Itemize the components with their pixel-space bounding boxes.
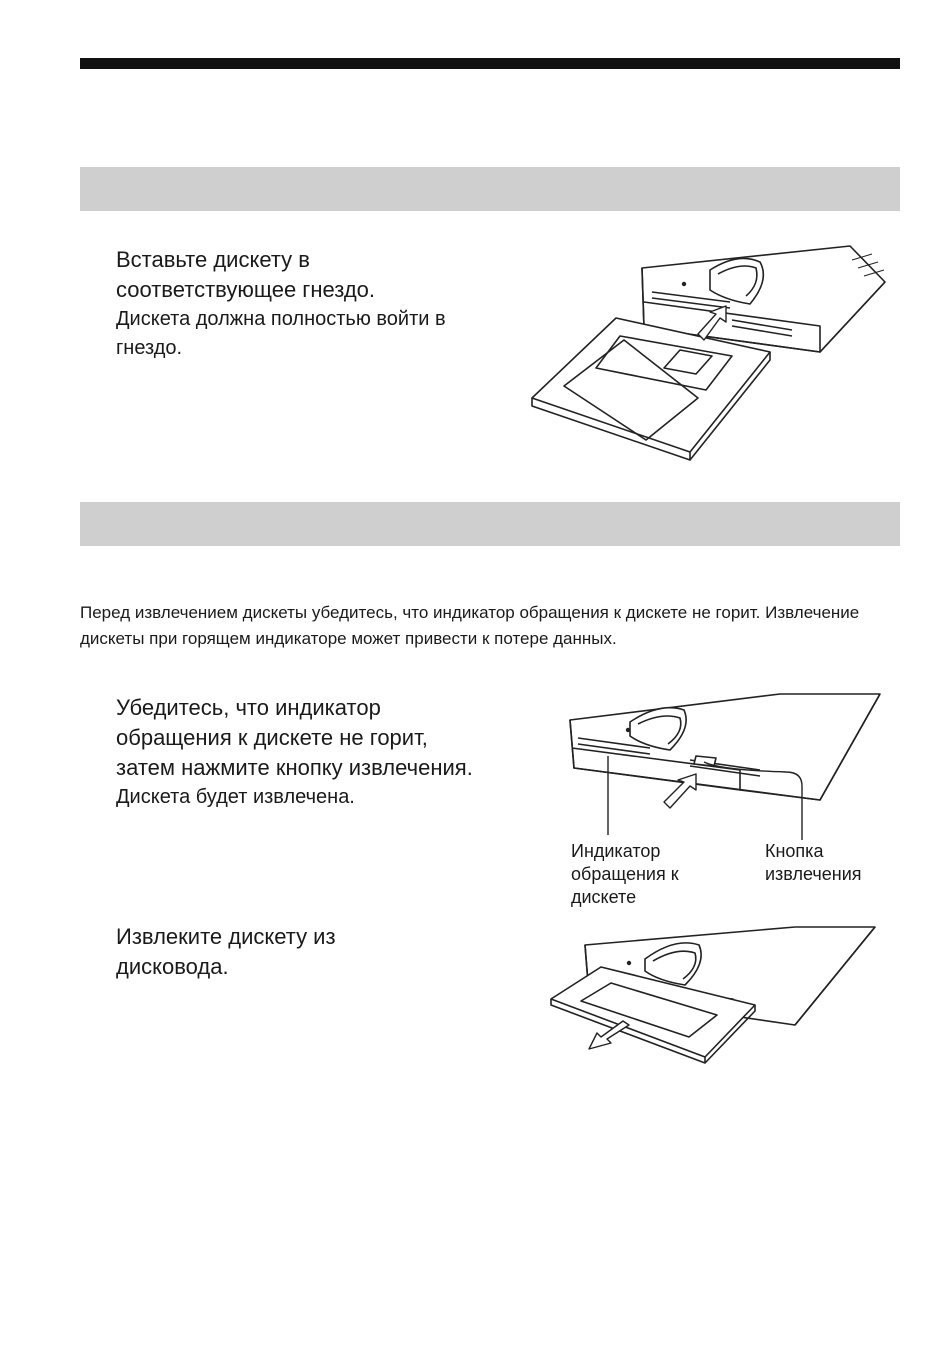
step-remove-text xyxy=(116,922,416,982)
insert-diskette-illustration xyxy=(520,240,900,460)
step-insert-main: Вставьте дискету в соответствующее гнездо. xyxy=(116,247,376,302)
callout-indicator: Индикатор обращения к дискете xyxy=(571,841,679,907)
step-remove-main: Извлеките дискету из дисковода. xyxy=(116,924,336,979)
step-check-sub: Дискета будет извлечена. xyxy=(116,786,355,808)
eject-button-illustration xyxy=(560,690,890,850)
warning-note: Перед извлечением дискеты убедитесь, что индикатор обращения к дискете не горит. Извлечение дискеты при горящем индикаторе может привести к потере данных. xyxy=(80,603,860,648)
top-rule xyxy=(80,58,900,69)
callout-eject-button: Кнопка извлечения xyxy=(765,841,862,884)
section-header-insert xyxy=(80,167,900,211)
step-insert-text xyxy=(116,245,446,363)
step-insert-sub: Дискета должна полностью войти в гнездо. xyxy=(116,308,446,359)
step-check-text xyxy=(116,693,476,812)
section-header-remove xyxy=(80,502,900,546)
step-check-main: Убедитесь, что индикатор обращения к дискете не горит, затем нажмите кнопку извлечения. xyxy=(116,695,473,780)
remove-diskette-illustration xyxy=(545,925,895,1065)
